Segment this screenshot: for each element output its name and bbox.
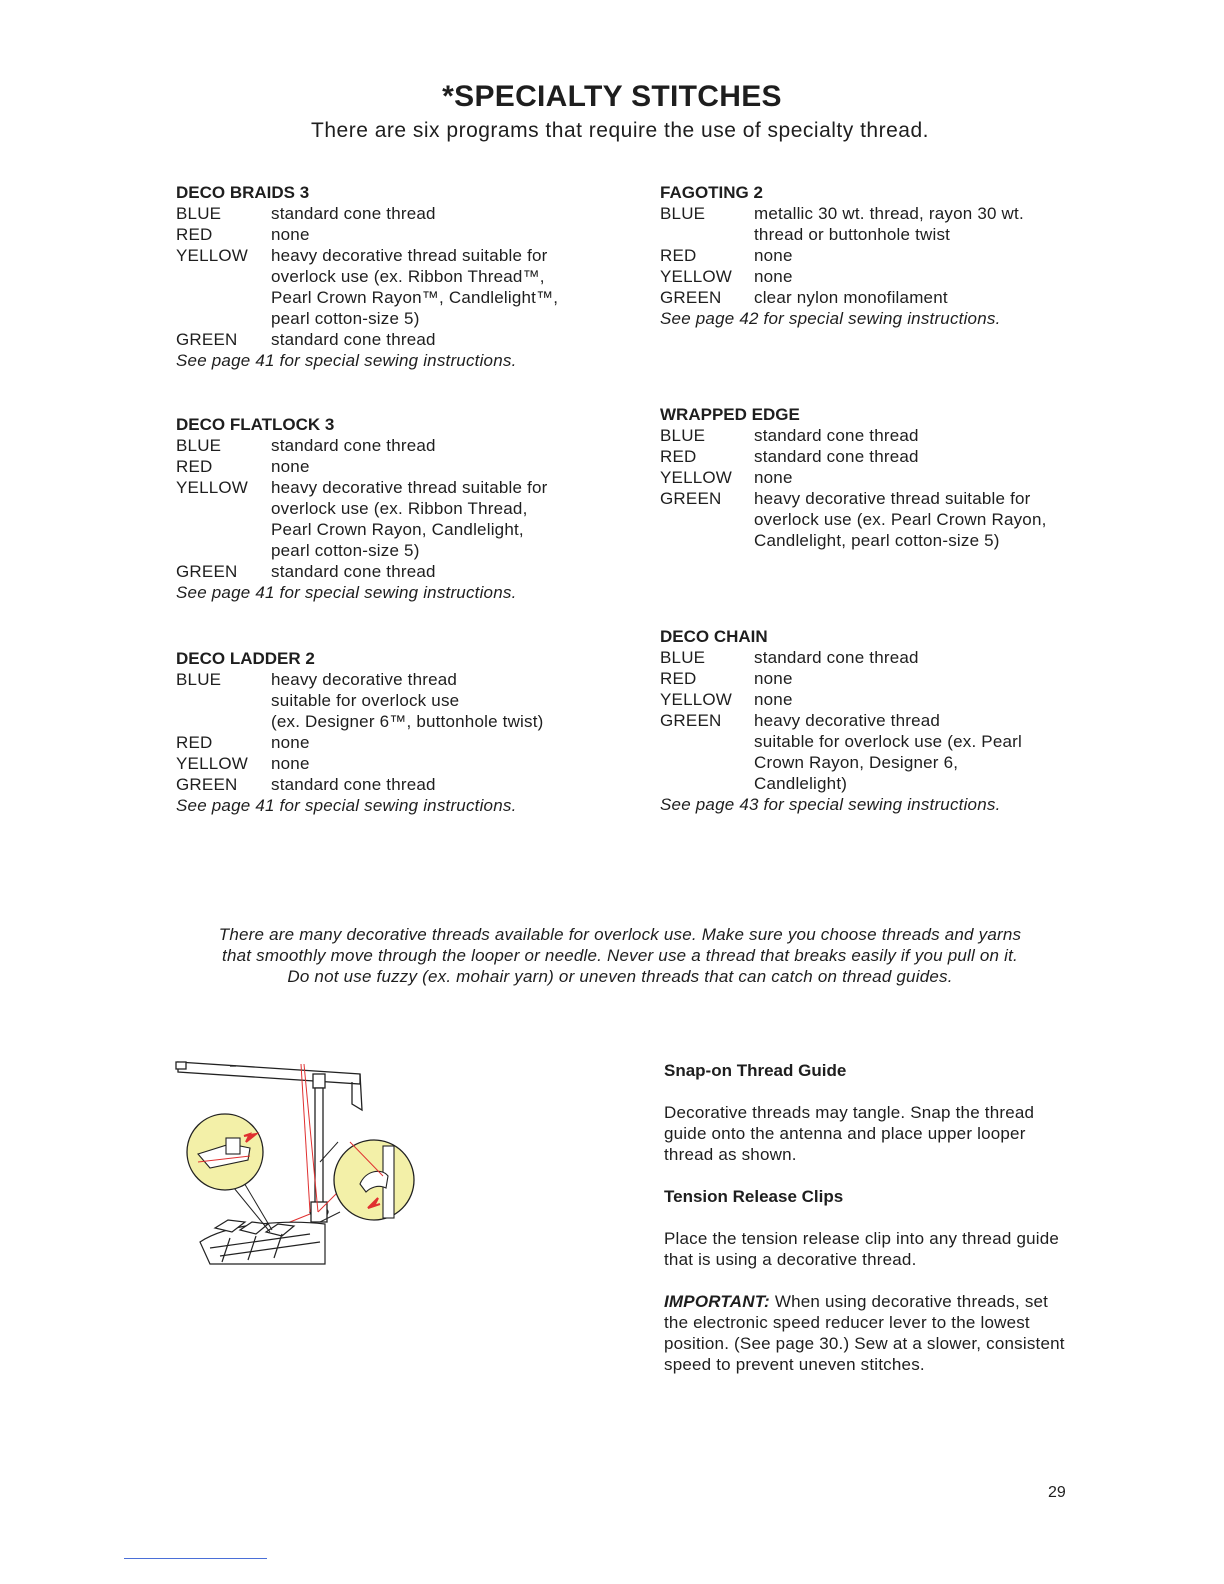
thread-color	[660, 530, 754, 551]
thread-row	[176, 308, 596, 329]
important-label: IMPORTANT:	[664, 1292, 770, 1311]
section-heading: DECO LADDER 2	[176, 649, 315, 668]
thread-value: (ex. Designer 6™, buttonhole twist)	[271, 712, 544, 731]
thread-color	[176, 287, 271, 308]
thread-row	[660, 245, 1080, 266]
thread-row	[660, 710, 1080, 731]
section-heading: WRAPPED EDGE	[660, 405, 800, 424]
deco-ladder-section	[176, 648, 596, 816]
thread-value: heavy decorative thread suitable for	[271, 246, 548, 265]
tension-clips-text: Place the tension release clip into any thread guide that is using a decorative thread.	[664, 1229, 1060, 1269]
thread-value: standard cone thread	[754, 648, 919, 667]
wrapped-edge-section	[660, 404, 1080, 551]
thread-value: overlock use (ex. Pearl Crown Rayon,	[754, 510, 1047, 529]
thread-color: YELLOW	[176, 478, 249, 497]
thread-color	[660, 224, 754, 245]
thread-row	[176, 456, 596, 477]
deco-chain-section	[660, 626, 1080, 815]
important-text: When using decorative threads, set the electronic speed reducer lever to the lowest position. (See page 30.) Sew at a slower, consistent speed to prevent uneven stitches.	[664, 1292, 1065, 1374]
thread-value: standard cone thread	[271, 330, 436, 349]
thread-row	[660, 752, 1080, 773]
thread-color: RED	[176, 733, 213, 752]
thread-color: RED	[660, 669, 697, 688]
thread-color	[176, 266, 271, 287]
thread-row	[660, 773, 1080, 794]
fagoting-section	[660, 182, 1080, 329]
thread-color: BLUE	[176, 204, 222, 223]
thread-row	[176, 669, 596, 690]
page-subtitle: There are six programs that require the use of specialty thread.	[311, 119, 929, 142]
thread-value: none	[754, 690, 793, 709]
thread-color: GREEN	[176, 562, 238, 581]
thread-value: metallic 30 wt. thread, rayon 30 wt.	[754, 204, 1024, 223]
thread-value: pearl cotton-size 5)	[271, 541, 420, 560]
thread-color: BLUE	[176, 670, 222, 689]
thread-value: none	[271, 225, 310, 244]
thread-value: none	[271, 733, 310, 752]
thread-row	[176, 245, 596, 266]
thread-row	[176, 690, 596, 711]
deco-flatlock-section	[176, 414, 596, 603]
thread-value: thread or buttonhole twist	[754, 225, 951, 244]
thread-value: none	[754, 267, 793, 286]
section-heading: DECO CHAIN	[660, 627, 768, 646]
thread-color: GREEN	[176, 330, 238, 349]
thread-value: Candlelight, pearl cotton-size 5)	[754, 531, 1000, 550]
thread-row	[176, 435, 596, 456]
thread-row	[176, 774, 596, 795]
thread-row	[660, 689, 1080, 710]
thread-color	[176, 711, 271, 732]
thread-value: heavy decorative thread	[754, 711, 941, 730]
thread-value: none	[271, 754, 310, 773]
footer-rule	[124, 1558, 267, 1559]
snap-on-heading: Snap-on Thread Guide	[664, 1061, 847, 1080]
thread-row	[660, 266, 1080, 287]
important-paragraph	[664, 1291, 1074, 1375]
thread-color: RED	[660, 447, 697, 466]
thread-value: suitable for overlock use	[271, 691, 460, 710]
section-heading: DECO FLATLOCK 3	[176, 415, 335, 434]
note-line: There are many decorative threads available for overlock use. Make sure you choose threads and yarns	[218, 925, 1022, 944]
thread-value: Crown Rayon, Designer 6,	[754, 753, 959, 772]
thread-guide-post	[310, 1074, 328, 1222]
thread-color	[660, 509, 754, 530]
thread-color: BLUE	[660, 648, 706, 667]
thread-row	[176, 753, 596, 774]
thread-color: GREEN	[660, 711, 722, 730]
thread-value: overlock use (ex. Ribbon Thread™,	[271, 267, 545, 286]
thread-row	[176, 732, 596, 753]
thread-row	[176, 266, 596, 287]
thread-row	[660, 446, 1080, 467]
thread-row	[660, 731, 1080, 752]
thread-color: YELLOW	[660, 468, 733, 487]
thread-color: RED	[176, 457, 213, 476]
thread-color: YELLOW	[176, 246, 249, 265]
section-heading: DECO BRAIDS 3	[176, 183, 310, 202]
thread-row	[660, 224, 1080, 245]
thread-color	[660, 752, 754, 773]
thread-color	[176, 519, 271, 540]
thread-guide-instructions	[664, 1060, 1074, 1396]
thread-row	[176, 287, 596, 308]
thread-row	[660, 425, 1080, 446]
instructions-note: See page 42 for special sewing instructions.	[660, 309, 1001, 328]
thread-row	[176, 711, 596, 732]
thread-value: clear nylon monofilament	[754, 288, 948, 307]
thread-row	[660, 509, 1080, 530]
page-title: *SPECIALTY STITCHES	[442, 80, 782, 113]
thread-guide-illustration	[170, 1052, 420, 1272]
thread-color	[176, 498, 271, 519]
section-heading: FAGOTING 2	[660, 183, 763, 202]
thread-row	[660, 530, 1080, 551]
note-line: Do not use fuzzy (ex. mohair yarn) or uneven threads that can catch on thread guides.	[287, 967, 953, 986]
thread-row	[660, 668, 1080, 689]
page-number: 29	[1048, 1484, 1066, 1501]
thread-color: BLUE	[660, 426, 706, 445]
snap-on-guide-callout	[187, 1114, 272, 1232]
instructions-note: See page 41 for special sewing instructions.	[176, 351, 517, 370]
machine-body	[200, 1220, 325, 1264]
thread-row	[176, 561, 596, 582]
instructions-note: See page 43 for special sewing instructions.	[660, 795, 1001, 814]
decorative-thread-note	[150, 924, 1090, 987]
thread-value: heavy decorative thread suitable for	[754, 489, 1031, 508]
thread-value: none	[754, 468, 793, 487]
thread-color: YELLOW	[660, 690, 733, 709]
thread-row	[176, 498, 596, 519]
thread-value: standard cone thread	[271, 562, 436, 581]
thread-value: heavy decorative thread	[271, 670, 458, 689]
thread-value: none	[754, 246, 793, 265]
thread-value: overlock use (ex. Ribbon Thread,	[271, 499, 528, 518]
thread-row	[176, 203, 596, 224]
thread-value: standard cone thread	[754, 426, 919, 445]
tension-clip-callout	[320, 1140, 414, 1222]
thread-color	[660, 731, 754, 752]
thread-color: YELLOW	[176, 754, 249, 773]
thread-color	[176, 690, 271, 711]
thread-color: YELLOW	[660, 267, 733, 286]
thread-row	[660, 467, 1080, 488]
thread-color: BLUE	[176, 436, 222, 455]
thread-value: none	[271, 457, 310, 476]
thread-row	[660, 287, 1080, 308]
thread-row	[176, 540, 596, 561]
thread-row	[176, 224, 596, 245]
thread-value: standard cone thread	[271, 775, 436, 794]
thread-row	[176, 477, 596, 498]
thread-value: Pearl Crown Rayon™, Candlelight™,	[271, 288, 559, 307]
thread-lines	[265, 1064, 350, 1232]
instructions-note: See page 41 for special sewing instructions.	[176, 583, 517, 602]
instructions-note: See page 41 for special sewing instructions.	[176, 796, 517, 815]
thread-value: heavy decorative thread suitable for	[271, 478, 548, 497]
thread-value: Candlelight)	[754, 774, 848, 793]
thread-color: BLUE	[660, 204, 706, 223]
note-line: that smoothly move through the looper or needle. Never use a thread that breaks easily if you pull on it.	[222, 946, 1018, 965]
snap-on-text: Decorative threads may tangle. Snap the thread guide onto the antenna and place upper looper thread as shown.	[664, 1103, 1035, 1164]
thread-color: RED	[660, 246, 697, 265]
thread-color	[176, 308, 271, 329]
thread-row	[660, 647, 1080, 668]
thread-value: Pearl Crown Rayon, Candlelight,	[271, 520, 524, 539]
thread-value: standard cone thread	[271, 436, 436, 455]
thread-value: standard cone thread	[271, 204, 436, 223]
thread-row	[660, 203, 1080, 224]
antenna-bar	[176, 1062, 362, 1110]
tension-clips-heading: Tension Release Clips	[664, 1187, 844, 1206]
thread-value: suitable for overlock use (ex. Pearl	[754, 732, 1022, 751]
thread-color: GREEN	[660, 288, 722, 307]
thread-value: none	[754, 669, 793, 688]
deco-braids-section	[176, 182, 596, 371]
thread-color: RED	[176, 225, 213, 244]
thread-row	[660, 488, 1080, 509]
thread-color: GREEN	[176, 775, 238, 794]
thread-color	[660, 773, 754, 794]
thread-row	[176, 329, 596, 350]
thread-row	[176, 519, 596, 540]
thread-value: standard cone thread	[754, 447, 919, 466]
thread-color	[176, 540, 271, 561]
thread-color: GREEN	[660, 489, 722, 508]
thread-value: pearl cotton-size 5)	[271, 309, 420, 328]
